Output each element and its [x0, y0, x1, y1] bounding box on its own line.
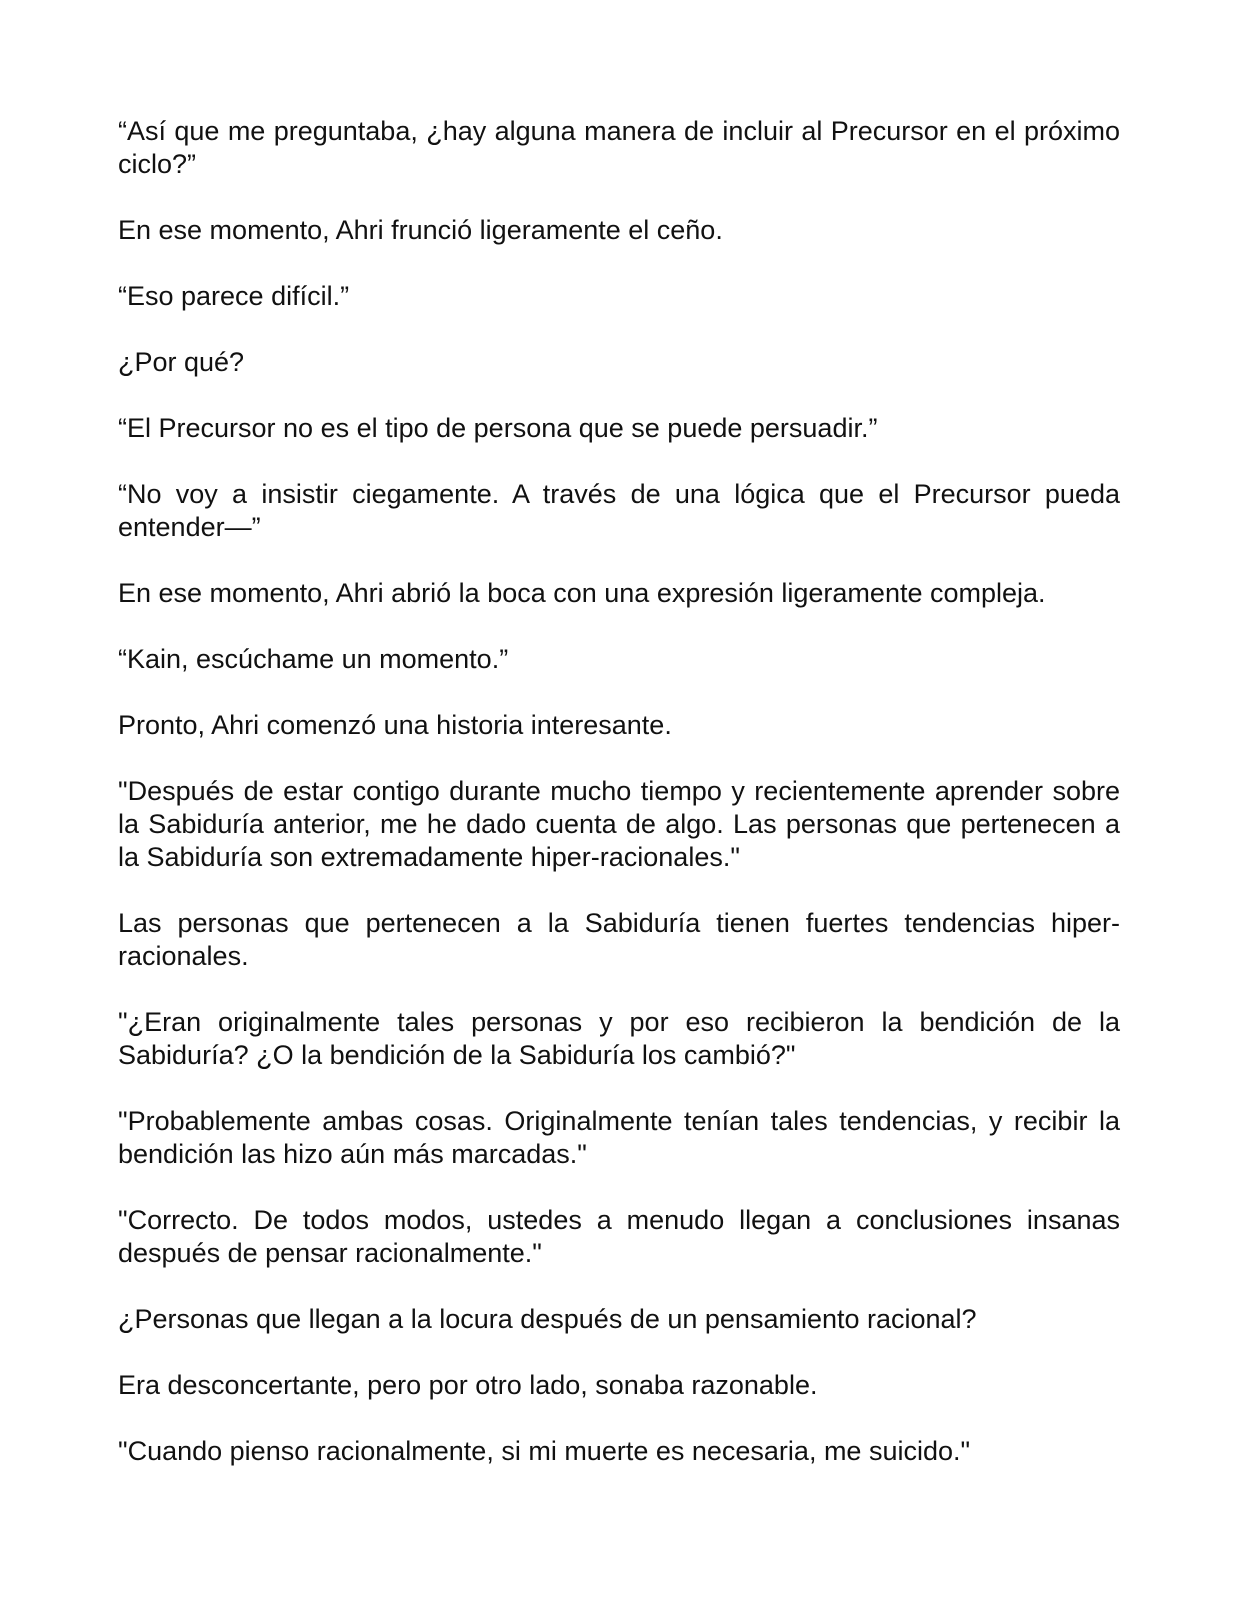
paragraph: "Cuando pienso racionalmente, si mi muerte es necesaria, me suicido.": [118, 1436, 971, 1466]
document-page: [118, 115, 1120, 1468]
paragraph: "Después de estar contigo durante mucho tiempo y recientemente aprender sobre la Sabiduría anterior, me he dado cuenta de algo. Las personas que pertenecen a la Sabiduría son extremadamente hiper-racionales.": [118, 776, 1120, 872]
paragraph: “Kain, escúchame un momento.”: [118, 644, 509, 674]
paragraph: "Probablemente ambas cosas. Originalmente tenían tales tendencias, y recibir la bendición las hizo aún más marcadas.": [118, 1106, 1120, 1169]
paragraph: En ese momento, Ahri frunció ligeramente el ceño.: [118, 215, 723, 245]
paragraph: ¿Por qué?: [118, 347, 245, 377]
paragraph: Pronto, Ahri comenzó una historia interesante.: [118, 710, 672, 740]
paragraph: “El Precursor no es el tipo de persona que se puede persuadir.”: [118, 413, 878, 443]
paragraph: Era desconcertante, pero por otro lado, sonaba razonable.: [118, 1370, 818, 1400]
paragraph: "¿Eran originalmente tales personas y por eso recibieron la bendición de la Sabiduría? ¿O la bendición de la Sabiduría los cambió?": [118, 1007, 1120, 1070]
paragraph: “Eso parece difícil.”: [118, 281, 350, 311]
paragraph: Las personas que pertenecen a la Sabiduría tienen fuertes tendencias hiper-racionales.: [118, 908, 1120, 971]
paragraph: "Correcto. De todos modos, ustedes a menudo llegan a conclusiones insanas después de pensar racionalmente.": [118, 1205, 1120, 1268]
paragraph: ¿Personas que llegan a la locura después de un pensamiento racional?: [118, 1304, 977, 1334]
paragraph: “Así que me preguntaba, ¿hay alguna manera de incluir al Precursor en el próximo ciclo?”: [118, 116, 1120, 179]
paragraph: En ese momento, Ahri abrió la boca con una expresión ligeramente compleja.: [118, 578, 1046, 608]
paragraph: “No voy a insistir ciegamente. A través de una lógica que el Precursor pueda entender—”: [118, 479, 1120, 542]
